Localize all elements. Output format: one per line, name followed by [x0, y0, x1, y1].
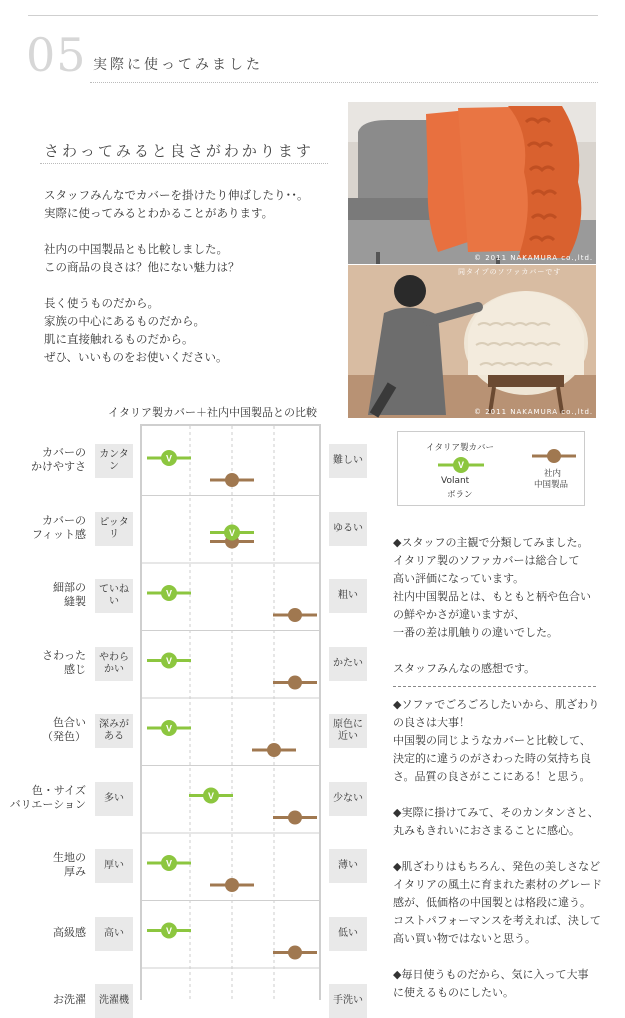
- category-label-line: 厚み: [64, 865, 86, 878]
- comment-line: 一番の差は肌触りの違いでした。: [393, 626, 558, 639]
- category-label: [6, 446, 86, 474]
- scale-left-tag: [95, 512, 133, 546]
- scale-right-tag-line: 難しい: [333, 455, 363, 466]
- category-label-line: フィット感: [31, 527, 86, 541]
- comment-block: [393, 696, 603, 786]
- scale-left-tag-line: 高い: [104, 927, 124, 939]
- chart-title: イタリア製カバー＋社内中国製品との比較: [108, 406, 317, 419]
- scale-left-tag-text: [99, 719, 129, 743]
- comment-line: 高い評価になっています。: [393, 572, 525, 585]
- scale-left-tag: [95, 647, 133, 681]
- china-product-marker: [225, 878, 239, 892]
- scale-left-tag-text: [104, 793, 124, 805]
- scale-right-tag: [329, 782, 367, 816]
- section-number: 05: [26, 28, 87, 82]
- volant-marker-glyph: V: [165, 858, 173, 869]
- comment-line: スタッフみんなの感想です。: [393, 662, 536, 675]
- category-label-line: さわった: [42, 648, 86, 662]
- intro-line: 長く使うものだから。: [44, 296, 159, 310]
- comment-line: に使えるものにしたい。: [393, 986, 514, 999]
- category-label: [6, 649, 86, 677]
- scale-right-tag-line: ゆるい: [333, 522, 363, 534]
- comments-separator: [393, 686, 596, 687]
- comment-block: [393, 858, 603, 948]
- scale-right-tag-text: [333, 523, 363, 535]
- scale-left-tag-text: [95, 517, 133, 541]
- category-label-line: 色・サイズ: [31, 783, 86, 797]
- china-product-marker: [225, 473, 239, 487]
- scale-left-tag: [95, 579, 133, 613]
- scale-right-tag: [329, 917, 367, 951]
- photo-caption: 同タイプのソファカバーです: [458, 268, 562, 276]
- comment-line: の鮮やかさが違いますが、: [393, 608, 525, 621]
- intro-line: この商品の良さは？他にない魅力は？: [44, 260, 240, 274]
- comment-block: [393, 966, 603, 1002]
- scale-right-tag-line: 薄い: [338, 860, 358, 871]
- scale-right-tag: [329, 444, 367, 478]
- category-label-line: バリエーション: [9, 797, 86, 811]
- comment-line: イタリア製のソファカバーは総合して: [393, 554, 580, 567]
- section-title: 実際に使ってみました: [93, 57, 263, 73]
- legend-china-marker: [530, 447, 578, 465]
- legend-volant-name: Volant: [441, 476, 470, 486]
- category-label: [6, 514, 86, 542]
- category-label: [6, 851, 86, 879]
- photo-copyright: © 2011 NAKAMURA co.,ltd.: [474, 408, 594, 416]
- category-label: [6, 581, 86, 609]
- scale-left-tag-text: [104, 928, 124, 940]
- volant-marker-glyph: V: [165, 588, 173, 599]
- scale-left-tag: [95, 444, 133, 478]
- intro-subtitle: さわってみると良さがわかります: [44, 142, 314, 160]
- scale-right-tag-text: [333, 793, 363, 805]
- scale-right-tag-line: かたい: [333, 657, 363, 669]
- scale-right-tag: [329, 512, 367, 546]
- scale-right-tag-text: [338, 928, 358, 940]
- category-label: [6, 716, 86, 744]
- comment-line: 決定的に違うのがさわった時の気持ち良: [393, 752, 591, 765]
- category-label-line: カバーの: [42, 513, 86, 527]
- scale-right-tag-text: [338, 590, 358, 602]
- category-label-line: 色合い: [53, 716, 86, 729]
- scale-left-tag: [95, 849, 133, 883]
- svg-text:V: V: [457, 460, 465, 470]
- category-label: [6, 926, 86, 940]
- scale-right-tag: [329, 647, 367, 681]
- category-label-line: カバーの: [42, 446, 86, 459]
- scale-left-tag-line: ピッタリ: [99, 516, 129, 540]
- intro-line: スタッフみんなでカバーを掛けたり伸ばしたり･･。: [44, 188, 309, 202]
- china-product-marker: [288, 676, 302, 690]
- scale-right-tag: [329, 714, 367, 748]
- intro-line: ぜひ、いいものをお使いください。: [44, 350, 228, 364]
- comment-line: ◆毎日使うものだから、気に入って大事: [393, 968, 589, 981]
- scale-left-tag: [95, 984, 133, 1018]
- scale-right-tag-text: [333, 719, 363, 743]
- category-label-line: 感じ: [64, 662, 86, 676]
- scale-right-tag-text: [333, 658, 363, 670]
- comment-line: 丸みもきれいにおさまることに感心。: [393, 824, 580, 837]
- scale-left-tag-line: やわら: [99, 651, 129, 663]
- category-label-line: 生地の: [53, 851, 86, 864]
- comment-line: さ。品質の良さがここにある！と思う。: [393, 770, 591, 783]
- comment-line: の良さは大事！: [393, 716, 470, 729]
- category-label-line: （発色）: [42, 730, 86, 743]
- volant-marker-glyph: V: [165, 656, 173, 666]
- category-label: [6, 993, 86, 1007]
- intro-line: 家族の中心にあるものだから。: [44, 314, 205, 328]
- comment-line: コストパフォーマンスを考えれば、決して: [393, 914, 601, 927]
- volant-marker-glyph: V: [165, 926, 173, 936]
- scale-left-tag-text: [99, 652, 129, 676]
- scale-right-tag-text: [333, 995, 363, 1007]
- scale-right-tag-text: [333, 455, 363, 467]
- comment-block: [393, 534, 603, 642]
- volant-marker-glyph: V: [165, 723, 173, 734]
- scale-right-tag-line: 手洗い: [333, 995, 363, 1006]
- scale-right-tag-line: 原色に: [333, 719, 363, 730]
- scale-left-tag-line: ていねい: [99, 584, 129, 607]
- scale-right-tag-line: 低い: [338, 927, 358, 939]
- scale-left-tag-line: カンタン: [99, 449, 129, 472]
- scale-right-tag-line: 粗い: [338, 590, 358, 601]
- scale-left-tag: [95, 917, 133, 951]
- category-label-line: 細部の: [53, 581, 86, 594]
- china-product-marker: [288, 811, 302, 825]
- comment-line: 高い買い物ではないと思う。: [393, 932, 536, 945]
- legend-china-label-2: 中国製品: [534, 480, 569, 490]
- scale-right-tag: [329, 579, 367, 613]
- china-product-marker: [288, 608, 302, 622]
- comment-block: [393, 804, 603, 840]
- legend-volant-sub: ボラン: [447, 490, 473, 500]
- volant-marker-glyph: V: [228, 528, 236, 538]
- scale-right-tag-line: 近い: [338, 731, 358, 742]
- scale-left-tag: [95, 714, 133, 748]
- volant-marker-glyph: V: [165, 453, 173, 464]
- legend-china-label-1: 社内: [544, 469, 562, 479]
- intro-line: 肌に直接触れるものだから。: [44, 332, 194, 346]
- comment-line: 中国製の同じようなカバーと比較して、: [393, 734, 591, 747]
- scale-left-tag-text: [95, 584, 133, 608]
- category-label-line: 高級感: [53, 925, 86, 939]
- chart-legend: [397, 431, 585, 506]
- comment-line: イタリアの風土に育まれた素材のグレード: [393, 878, 602, 891]
- scale-left-tag-line: 洗濯機: [99, 995, 129, 1006]
- category-label-line: 縫製: [64, 595, 86, 608]
- intro-line: 社内の中国製品とも比較しました。: [44, 242, 228, 256]
- comment-line: ◆ソファでごろごろしたいから、肌ざわり: [393, 698, 600, 711]
- intro-line: 実際に使ってみるとわかることがあります。: [44, 206, 274, 220]
- photo-copyright: © 2011 NAKAMURA co.,ltd.: [474, 254, 594, 262]
- comment-block: [393, 660, 603, 678]
- scale-left-tag-text: [99, 995, 129, 1007]
- volant-marker-glyph: V: [207, 791, 215, 801]
- scale-left-tag: [95, 782, 133, 816]
- legend-volant-marker: [436, 456, 486, 474]
- category-label-line: かけやすさ: [31, 460, 86, 473]
- legend-italy-label: イタリア製カバー: [426, 443, 495, 453]
- scale-left-tag-line: 厚い: [104, 860, 124, 871]
- comment-line: 社内中国製品とは、もともと柄や色合い: [393, 590, 591, 603]
- scale-left-tag-line: 深みが: [99, 719, 129, 730]
- category-label: [6, 784, 86, 812]
- scale-left-tag-line: かい: [104, 663, 124, 675]
- china-product-marker: [288, 946, 302, 960]
- comment-line: ◆実際に掛けてみて、そのカンタンさと、: [393, 806, 599, 819]
- china-product-marker: [267, 743, 281, 757]
- scale-right-tag: [329, 849, 367, 883]
- scale-left-tag-line: ある: [104, 731, 124, 742]
- scale-right-tag-line: 少ない: [333, 792, 363, 804]
- scale-left-tag-line: 多い: [104, 792, 124, 804]
- comment-line: ◆スタッフの主観で分類してみました。: [393, 536, 589, 549]
- scale-left-tag-text: [95, 449, 133, 473]
- scale-left-tag-text: [104, 860, 124, 872]
- category-label-line: お洗濯: [53, 993, 86, 1006]
- scale-right-tag: [329, 984, 367, 1018]
- comment-line: 感が、低価格の中国製とは格段に違う。: [393, 896, 591, 909]
- comment-line: ◆肌ざわりはもちろん、発色の美しさなど: [393, 860, 601, 873]
- scale-right-tag-text: [338, 860, 358, 872]
